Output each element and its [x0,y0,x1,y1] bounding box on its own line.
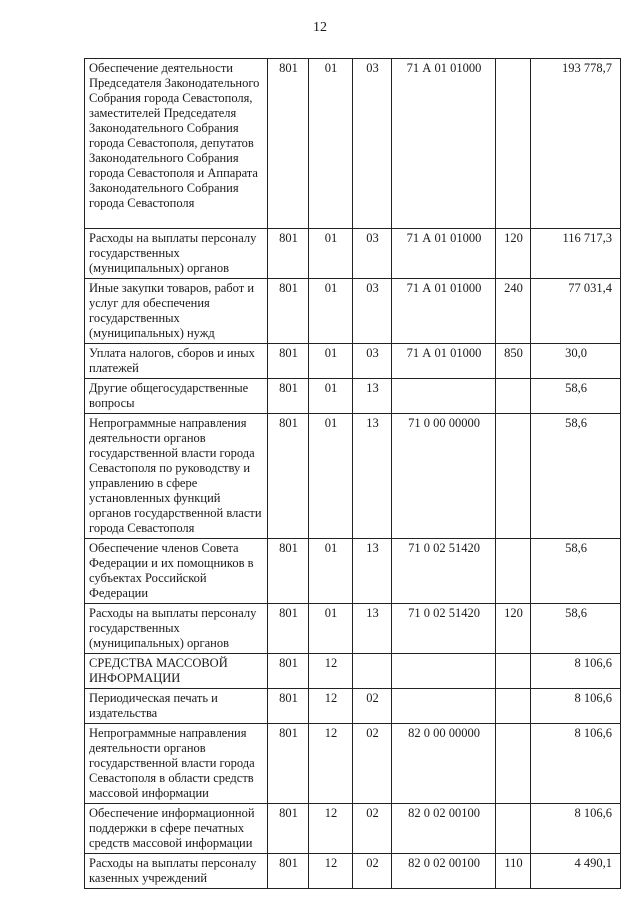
row-rz: 12 [309,854,353,889]
row-rz: 01 [309,344,353,379]
row-pr: 03 [353,344,392,379]
row-ved: 801 [268,604,309,654]
row-ved: 801 [268,854,309,889]
table-row [85,379,621,414]
row-ved: 801 [268,379,309,414]
row-vr [496,654,531,689]
row-ved: 801 [268,724,309,804]
row-rz: 01 [309,379,353,414]
row-pr: 13 [353,604,392,654]
row-pr: 02 [353,804,392,854]
row-sum: 58,6 [531,414,621,539]
row-csr: 71 А 01 01000 [392,59,496,229]
row-rz: 01 [309,604,353,654]
row-vr: 240 [496,279,531,344]
row-pr: 03 [353,229,392,279]
table-row [85,279,621,344]
row-sum: 58,6 [531,604,621,654]
budget-table-body [85,59,621,889]
table-row [85,539,621,604]
row-ved: 801 [268,279,309,344]
table-row [85,689,621,724]
row-sum: 8 106,6 [531,804,621,854]
row-ved: 801 [268,414,309,539]
row-sum: 77 031,4 [531,279,621,344]
row-csr [392,654,496,689]
row-csr [392,379,496,414]
table-row [85,654,621,689]
row-pr: 13 [353,539,392,604]
row-pr: 03 [353,279,392,344]
row-csr: 71 А 01 01000 [392,229,496,279]
row-name: Другие общегосударственные вопросы [85,379,268,414]
row-ved: 801 [268,344,309,379]
row-csr: 71 0 02 51420 [392,539,496,604]
row-name: Непрограммные направления деятельности органов государственной власти города Севастополя в области средств массовой информации [85,724,268,804]
row-vr [496,724,531,804]
row-csr [392,689,496,724]
row-name: Обеспечение информационной поддержки в сфере печатных средств массовой информации [85,804,268,854]
row-rz: 01 [309,279,353,344]
row-vr [496,689,531,724]
table-row [85,59,621,229]
row-rz: 12 [309,689,353,724]
row-csr: 82 0 02 00100 [392,854,496,889]
row-name: Периодическая печать и издательства [85,689,268,724]
row-name: Непрограммные направления деятельности органов государственной власти города Севастополя по руководству и управлению в сфере установленных функций органов государственной власти города Севастополя [85,414,268,539]
page-number: 12 [313,20,327,35]
row-rz: 01 [309,59,353,229]
row-vr: 850 [496,344,531,379]
row-pr: 13 [353,414,392,539]
row-rz: 01 [309,229,353,279]
row-rz: 12 [309,804,353,854]
row-vr: 110 [496,854,531,889]
row-ved: 801 [268,229,309,279]
row-sum: 8 106,6 [531,689,621,724]
table-row [85,414,621,539]
row-sum: 8 106,6 [531,724,621,804]
row-pr: 03 [353,59,392,229]
row-sum: 58,6 [531,379,621,414]
table-row [85,854,621,889]
row-csr: 71 0 02 51420 [392,604,496,654]
row-ved: 801 [268,689,309,724]
row-vr: 120 [496,604,531,654]
row-sum: 58,6 [531,539,621,604]
table-row [85,229,621,279]
row-name: Расходы на выплаты персоналу государственных (муниципальных) органов [85,604,268,654]
row-rz: 12 [309,724,353,804]
row-name: Обеспечение деятельности Председателя Законодательного Собрания города Севастополя, заместителей Председателя Законодательного Собрания города Севастополя, депутатов Законодательного Собрания города Севастополя и Аппарата Законодательного Собрания города Севастополя [85,59,268,229]
budget-table [84,58,621,889]
row-name: Уплата налогов, сборов и иных платежей [85,344,268,379]
row-name: Расходы на выплаты персоналу государственных (муниципальных) органов [85,229,268,279]
row-csr: 82 0 00 00000 [392,724,496,804]
row-ved: 801 [268,539,309,604]
table-row [85,604,621,654]
row-rz: 01 [309,414,353,539]
row-name: Иные закупки товаров, работ и услуг для обеспечения государственных (муниципальных) нужд [85,279,268,344]
row-csr: 71 А 01 01000 [392,344,496,379]
row-name: СРЕДСТВА МАССОВОЙ ИНФОРМАЦИИ [85,654,268,689]
row-ved: 801 [268,804,309,854]
row-vr: 120 [496,229,531,279]
row-vr [496,804,531,854]
row-vr [496,59,531,229]
row-ved: 801 [268,59,309,229]
table-row [85,344,621,379]
row-sum: 30,0 [531,344,621,379]
row-rz: 12 [309,654,353,689]
row-pr: 02 [353,724,392,804]
row-csr: 82 0 02 00100 [392,804,496,854]
table-row [85,804,621,854]
row-csr: 71 А 01 01000 [392,279,496,344]
row-name: Расходы на выплаты персоналу казенных учреждений [85,854,268,889]
row-pr: 13 [353,379,392,414]
row-sum: 8 106,6 [531,654,621,689]
row-name: Обеспечение членов Совета Федерации и их помощников в субъектах Российской Федерации [85,539,268,604]
row-ved: 801 [268,654,309,689]
row-vr [496,379,531,414]
row-rz: 01 [309,539,353,604]
row-sum: 4 490,1 [531,854,621,889]
row-pr: 02 [353,854,392,889]
table-row [85,724,621,804]
row-vr [496,414,531,539]
row-pr [353,654,392,689]
row-sum: 116 717,3 [531,229,621,279]
row-vr [496,539,531,604]
row-csr: 71 0 00 00000 [392,414,496,539]
row-sum: 193 778,7 [531,59,621,229]
row-pr: 02 [353,689,392,724]
